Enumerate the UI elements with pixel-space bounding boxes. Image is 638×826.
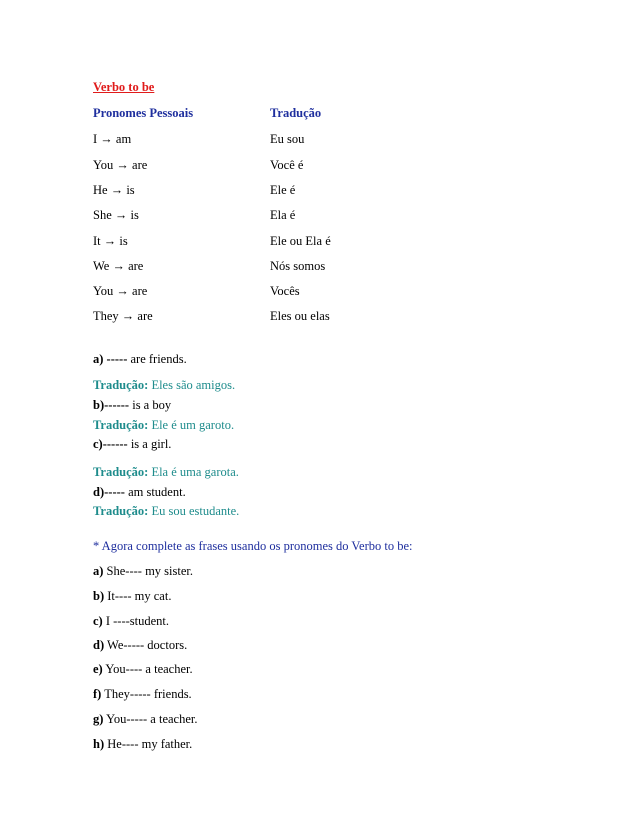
example-text: is a boy bbox=[129, 398, 172, 412]
example-text: am student. bbox=[124, 485, 186, 499]
exercise-label: a) bbox=[93, 564, 104, 578]
exercise-label: g) bbox=[93, 712, 104, 726]
exercise-item bbox=[93, 687, 192, 702]
translation-label: Tradução: bbox=[93, 418, 149, 432]
example-text: is a girl. bbox=[127, 437, 172, 451]
translation-cell: Eles ou elas bbox=[270, 309, 330, 323]
pronoun-cell: You → are bbox=[93, 284, 148, 298]
exercise-text: I ----student. bbox=[102, 614, 170, 628]
document-title: Verbo to be bbox=[93, 80, 155, 94]
translation-label: Tradução: bbox=[93, 378, 149, 392]
example-label: d)----- bbox=[93, 485, 125, 499]
example-translation bbox=[93, 504, 239, 519]
example-label: c)------ bbox=[93, 437, 128, 451]
example-translation bbox=[93, 465, 239, 480]
translation-cell: Nós somos bbox=[270, 259, 326, 273]
example-translation bbox=[93, 378, 235, 393]
exercise-text: He---- my father. bbox=[104, 737, 193, 751]
exercise-item bbox=[93, 564, 193, 579]
translation-text: Eu sou estudante. bbox=[148, 504, 240, 518]
exercise-item bbox=[93, 712, 197, 727]
example-sentence bbox=[93, 352, 187, 367]
exercise-item bbox=[93, 614, 169, 629]
translation-cell: Ela é bbox=[270, 208, 296, 222]
exercise-text: You----- a teacher. bbox=[103, 712, 198, 726]
example-sentence bbox=[93, 398, 171, 413]
exercise-label: f) bbox=[93, 687, 102, 701]
exercise-label: e) bbox=[93, 662, 103, 676]
translation-label: Tradução: bbox=[93, 504, 149, 518]
exercise-label: d) bbox=[93, 638, 105, 652]
example-text: are friends. bbox=[127, 352, 187, 366]
translation-text: Ela é uma garota. bbox=[148, 465, 239, 479]
translation-text: Ele é um garoto. bbox=[148, 418, 235, 432]
instruction-text: * Agora complete as frases usando os pronomes do Verbo to be: bbox=[93, 539, 413, 553]
translation-label: Tradução: bbox=[93, 465, 149, 479]
translation-cell: Vocês bbox=[270, 284, 300, 298]
pronoun-cell: She → is bbox=[93, 208, 139, 222]
translation-cell: Eu sou bbox=[270, 132, 305, 146]
translation-text: Eles são amigos. bbox=[148, 378, 236, 392]
exercise-item bbox=[93, 662, 193, 677]
pronoun-cell: He → is bbox=[93, 183, 135, 197]
pronoun-cell: You → are bbox=[93, 158, 148, 172]
exercise-item bbox=[93, 737, 192, 752]
translation-cell: Você é bbox=[270, 158, 304, 172]
example-label: b)------ bbox=[93, 398, 130, 412]
exercise-label: h) bbox=[93, 737, 105, 751]
exercise-item bbox=[93, 638, 187, 653]
example-sentence bbox=[93, 485, 186, 500]
pronoun-cell: They → are bbox=[93, 309, 153, 323]
pronoun-cell: We → are bbox=[93, 259, 144, 273]
translation-cell: Ele é bbox=[270, 183, 296, 197]
exercise-text: It---- my cat. bbox=[104, 589, 172, 603]
example-translation bbox=[93, 418, 234, 433]
exercise-item bbox=[93, 589, 171, 604]
column-header-translation: Tradução bbox=[270, 106, 322, 120]
exercise-label: c) bbox=[93, 614, 103, 628]
exercise-text: They----- friends. bbox=[101, 687, 192, 701]
example-label: a) ----- bbox=[93, 352, 128, 366]
column-header-pronouns: Pronomes Pessoais bbox=[93, 106, 194, 120]
pronoun-cell: I → am bbox=[93, 132, 132, 146]
exercise-text: You---- a teacher. bbox=[102, 662, 193, 676]
example-sentence bbox=[93, 437, 171, 452]
exercise-label: b) bbox=[93, 589, 105, 603]
pronoun-cell: It → is bbox=[93, 234, 128, 248]
exercise-text: We----- doctors. bbox=[104, 638, 188, 652]
exercise-text: She---- my sister. bbox=[103, 564, 193, 578]
translation-cell: Ele ou Ela é bbox=[270, 234, 331, 248]
